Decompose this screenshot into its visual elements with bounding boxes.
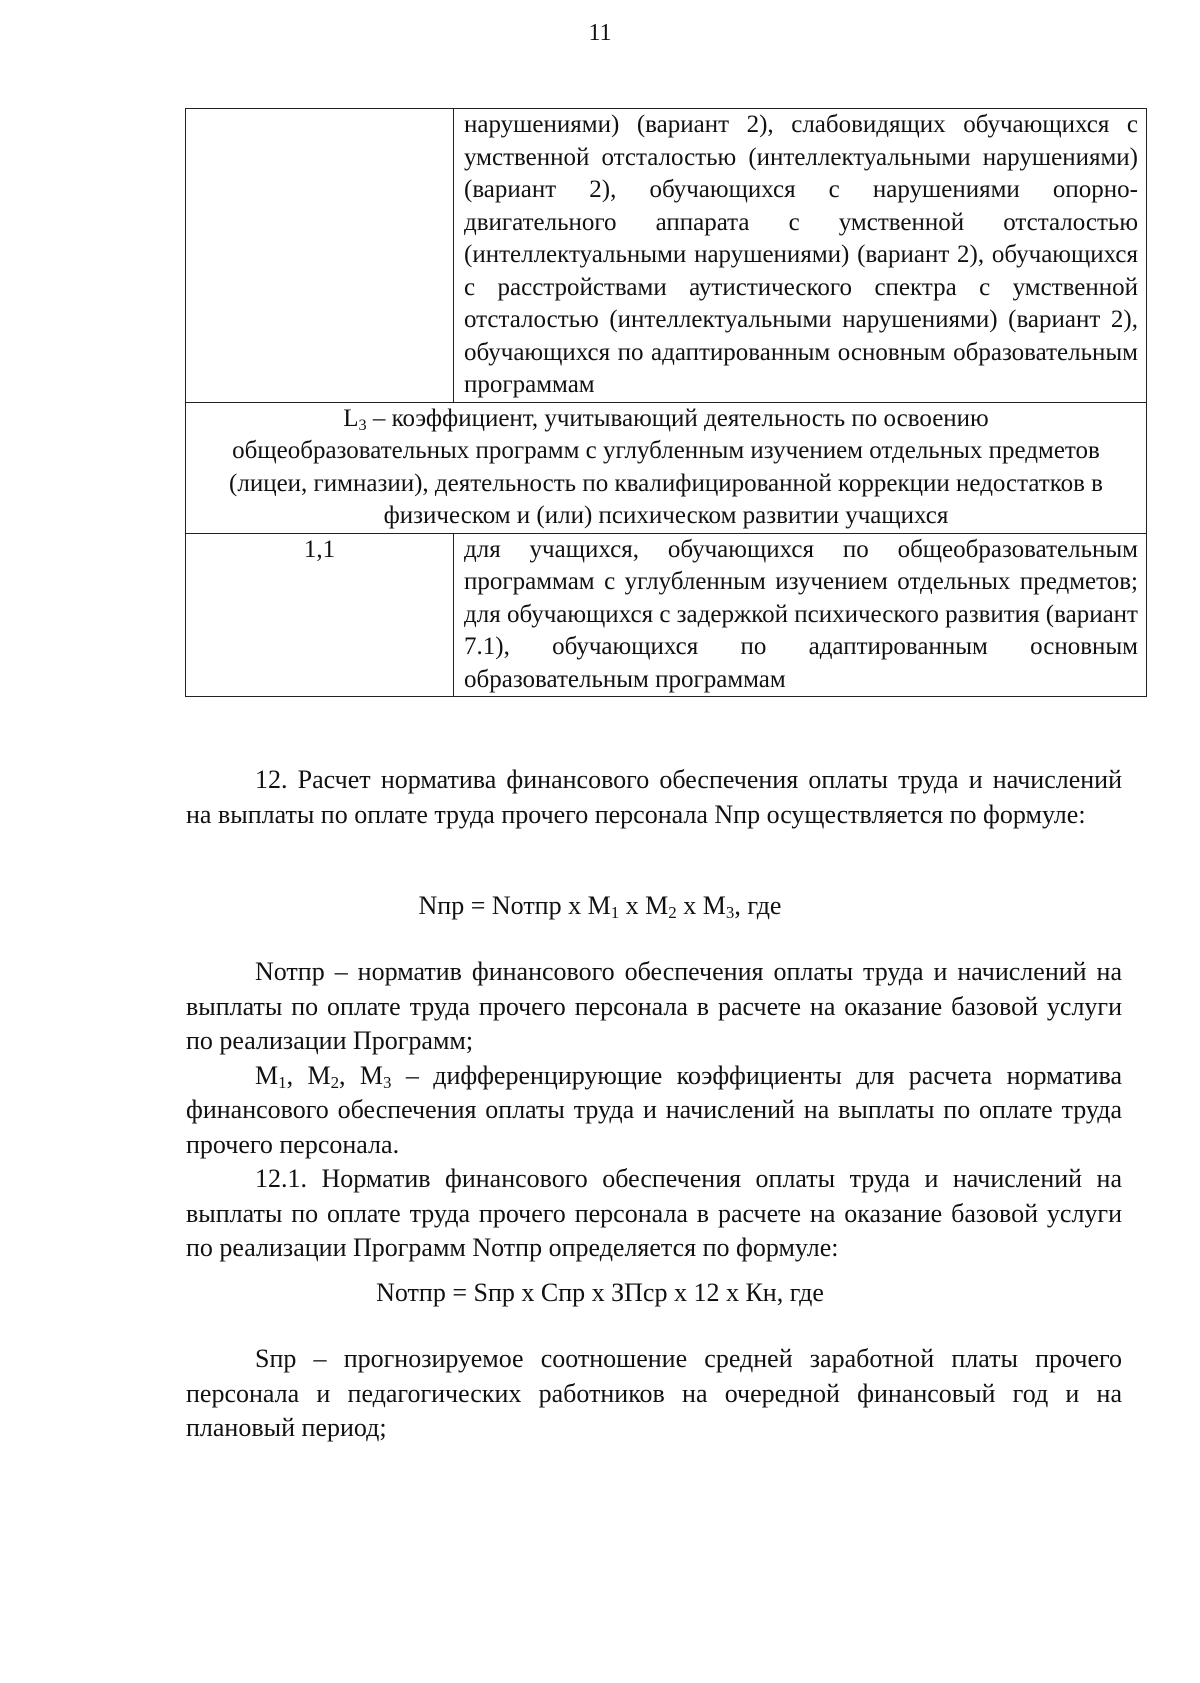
l3-subscript: 3 [358,415,367,434]
l3-text: – коэффициент, учитывающий деятельность по освоению общеобразовательных программ с углубленным изучением отдельных предметов (лицеи, гимназии), деятельность по квалифицированной коррекции недостатков в физическом и (или) психическом развитии учащихся [229,404,1103,529]
table-row-l3-header [186,402,1147,533]
coefficient-table [185,108,1147,697]
table-cell-empty [186,109,454,403]
paragraph-12-1: 12.1. Норматив финансового обеспечения оплаты труда и начислений на выплаты по оплате труда прочего персонала в расчете на оказание базовой услуги по реализации Программ Nотпр определяется по формуле: [186,1164,1122,1262]
l3-definition [186,402,1147,533]
definition-notpr: Nотпр – норматив финансового обеспечения оплаты труда и начислений на выплаты по оплате труда прочего персонала в расчете на оказание базовой услуги по реализации Программ; [186,957,1122,1055]
l3-symbol: L [343,404,359,432]
definition-m-coefficients: $М_1$, $М_2$, $М_3$ – дифференцирующие коэффициенты для расчета норматива финансового обеспечения оплаты труда и начислений на выплаты по оплате труда прочего персонала. [186,1060,1122,1159]
definition-spr: Sпр – прогнозируемое соотношение средней заработной платы прочего персонала и педагогических работников на очередной финансовый год и на плановый период; [186,1344,1122,1442]
definitions-block [186,955,1122,1266]
page-number: 11 [588,20,612,46]
section-12-intro: 12. Расчет норматива финансового обеспечения оплаты труда и начислений на выплаты по оплате труда прочего персонала Nпр осуществляется по формуле: [186,765,1122,829]
table-cell-value: 1,1 [186,533,454,697]
table-row [186,533,1147,697]
table-row [186,109,1147,403]
table-cell-description: для учащихся, обучающихся по общеобразовательным программам с углубленным изучением отдельных предметов; для обучающихся с задержкой психического развития (вариант 7.1), обучающихся по адаптированным основным образовательным программам [454,533,1147,697]
table-cell-description: нарушениями) (вариант 2), слабовидящих обучающихся с умственной отсталостью (интеллектуальными нарушениями) (вариант 2), обучающихся с нарушениями опорно-двигательного аппарата с умственной отсталостью (интеллектуальными нарушениями) (вариант 2), обучающихся с расстройствами аутистического спектра с умственной отсталостью (интеллектуальными нарушениями) (вариант 2), обучающихся по адаптированным основным образовательным программам [454,109,1147,403]
formula-npr: Nпр = Nотпр х $М_1$ х $М_2$ х $М_3$, где [418,891,782,923]
formula-notpr: Nотпр = Sпр х Спр х ЗПср х 12 х Кн, где [376,1278,824,1307]
